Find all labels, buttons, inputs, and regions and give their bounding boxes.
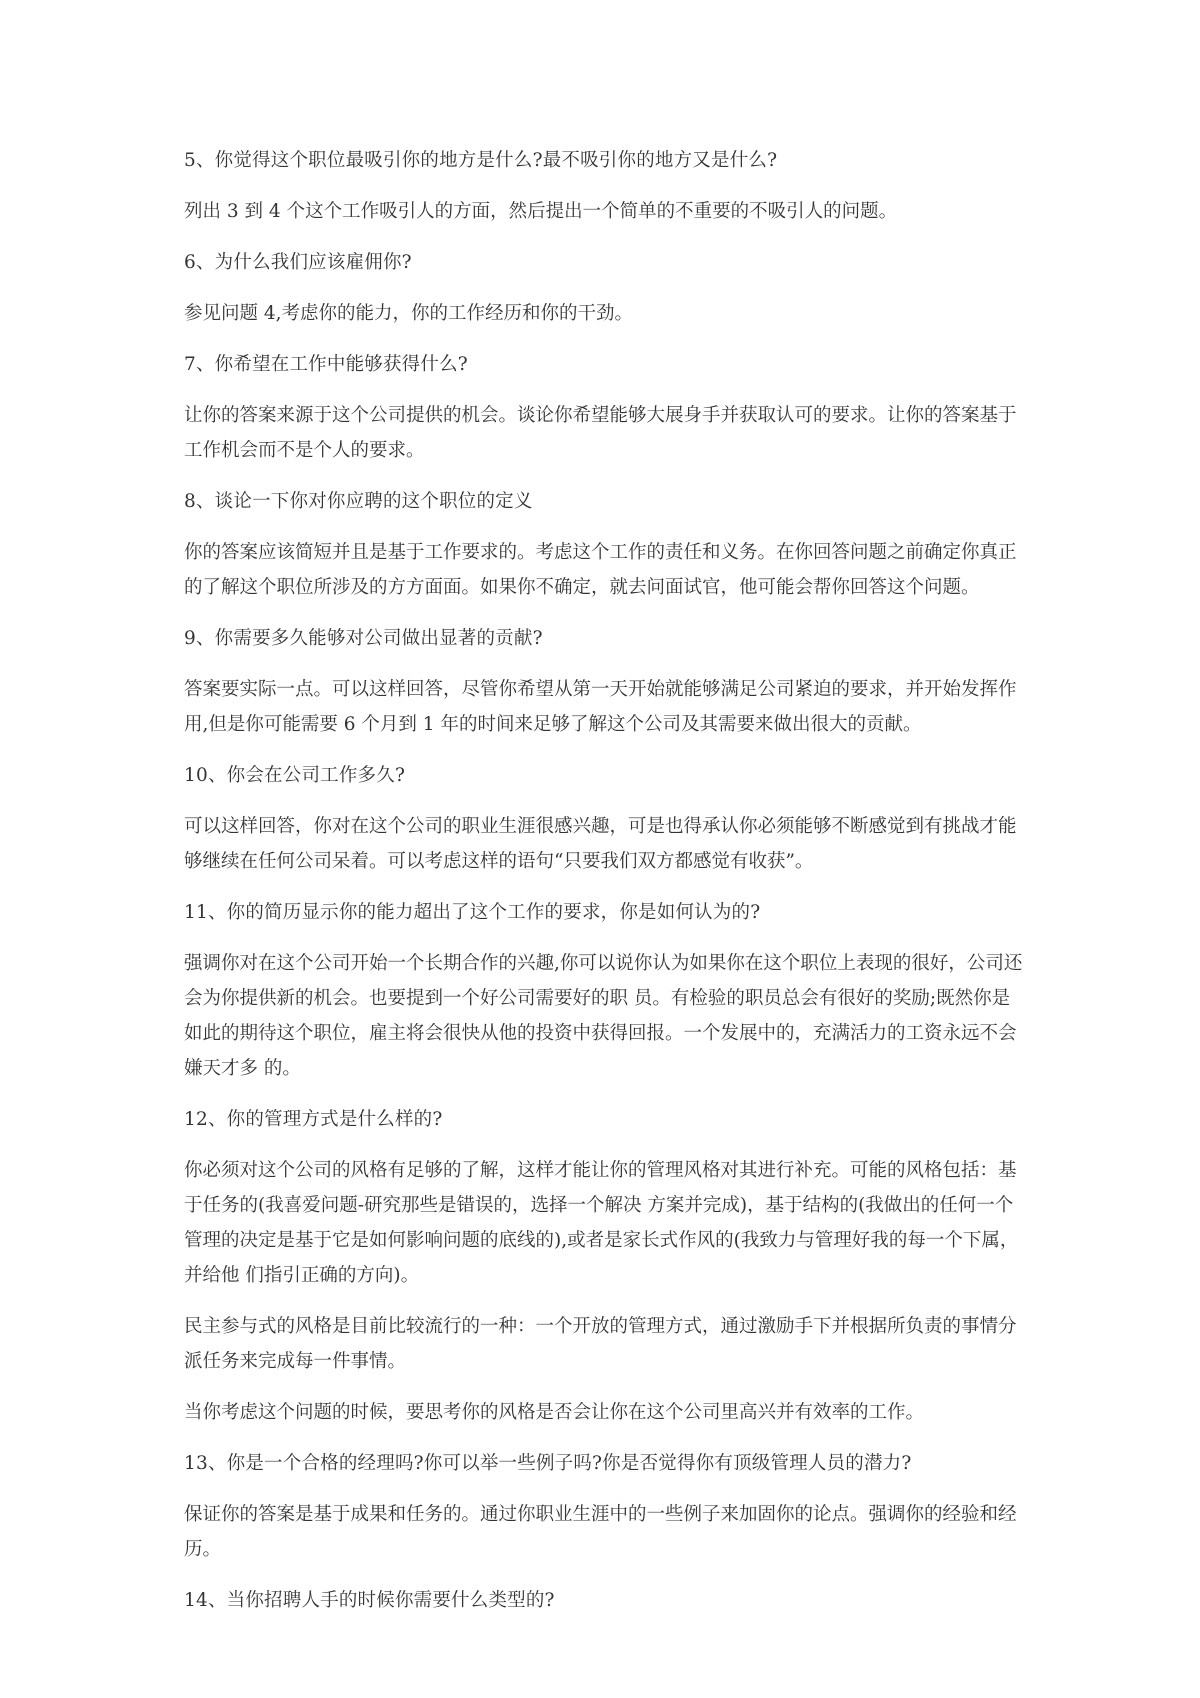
answer-q6: 参见问题 4,考虑你的能力，你的工作经历和你的干劲。 <box>184 303 634 324</box>
answer-q7: 让你的答案来源于这个公司提供的机会。谈论你希望能够大展身手并获取认可的要求。让你的答案基于工作机会而不是个人的要求。 <box>184 405 1017 461</box>
question-q10: 10、你会在公司工作多久? <box>184 765 406 786</box>
answer-q10: 可以这样回答，你对在这个公司的职业生涯很感兴趣，可是也得承认你必须能够不断感觉到有挑战才能够继续在任何公司呆着。可以考虑这样的语句“只要我们双方都感觉有收获”。 <box>184 816 1017 872</box>
question-q9: 9、你需要多久能够对公司做出显著的贡献? <box>184 628 543 649</box>
question-q12: 12、你的管理方式是什么样的? <box>184 1109 443 1130</box>
question-q8: 8、谈论一下你对你应聘的这个职位的定义 <box>184 491 533 512</box>
question-q5: 5、你觉得这个职位最吸引你的地方是什么?最不吸引你的地方又是什么? <box>184 150 778 171</box>
answer-q13: 保证你的答案是基于成果和任务的。通过你职业生涯中的一些例子来加固你的论点。强调你的经验和经历。 <box>184 1504 1017 1560</box>
answer-q5: 列出 3 到 4 个这个工作吸引人的方面，然后提出一个简单的不重要的不吸引人的问题。 <box>184 201 898 222</box>
question-q11: 11、你的简历显示你的能力超出了这个工作的要求，你是如何认为的? <box>184 902 761 923</box>
answer-q8: 你的答案应该简短并且是基于工作要求的。考虑这个工作的责任和义务。在你回答问题之前确定你真正的了解这个职位所涉及的方方面面。如果你不确定，就去问面试官，他可能会帮你回答这个问题。 <box>184 542 1017 598</box>
question-q13: 13、你是一个合格的经理吗?你可以举一些例子吗?你是否觉得你有顶级管理人员的潜力? <box>184 1453 912 1474</box>
answer-q9: 答案要实际一点。可以这样回答，尽管你希望从第一天开始就能够满足公司紧迫的要求，并开始发挥作用,但是你可能需要 6 个月到 1 年的时间来足够了解这个公司及其需要来做出很大的贡献。 <box>184 679 1017 735</box>
question-q14: 14、当你招聘人手的时候你需要什么类型的? <box>184 1590 555 1611</box>
answer-q12-part3: 当你考虑这个问题的时候，要思考你的风格是否会让你在这个公司里高兴并有效率的工作。 <box>184 1402 925 1423</box>
document-body <box>184 143 1024 1634</box>
answer-q12-part2: 民主参与式的风格是目前比较流行的一种：一个开放的管理方式，通过激励手下并根据所负责的事情分派任务来完成每一件事情。 <box>184 1316 1017 1372</box>
question-q7: 7、你希望在工作中能够获得什么? <box>184 354 468 375</box>
answer-q12-part1: 你必须对这个公司的风格有足够的了解，这样才能让你的管理风格对其进行补充。可能的风格包括：基于任务的(我喜爱问题-研究那些是错误的，选择一个解决 方案并完成)，基于结构的(我做出的任何一个管理的决定是基于它是如何影响问题的底线的),或者是家长式作风的(我致力与管理好我的每一个下属，并给他 们指引正确的方向)。 <box>184 1160 1019 1286</box>
answer-q11: 强调你对在这个公司开始一个长期合作的兴趣,你可以说你认为如果你在这个职位上表现的很好，公司还会为你提供新的机会。也要提到一个好公司需要好的职 员。有检验的职员总会有很好的奖励;既然你是如此的期待这个职位，雇主将会很快从他的投资中获得回报。一个发展中的，充满活力的工资永远不会嫌天才多 的。 <box>184 953 1023 1079</box>
question-q6: 6、为什么我们应该雇佣你? <box>184 252 412 273</box>
